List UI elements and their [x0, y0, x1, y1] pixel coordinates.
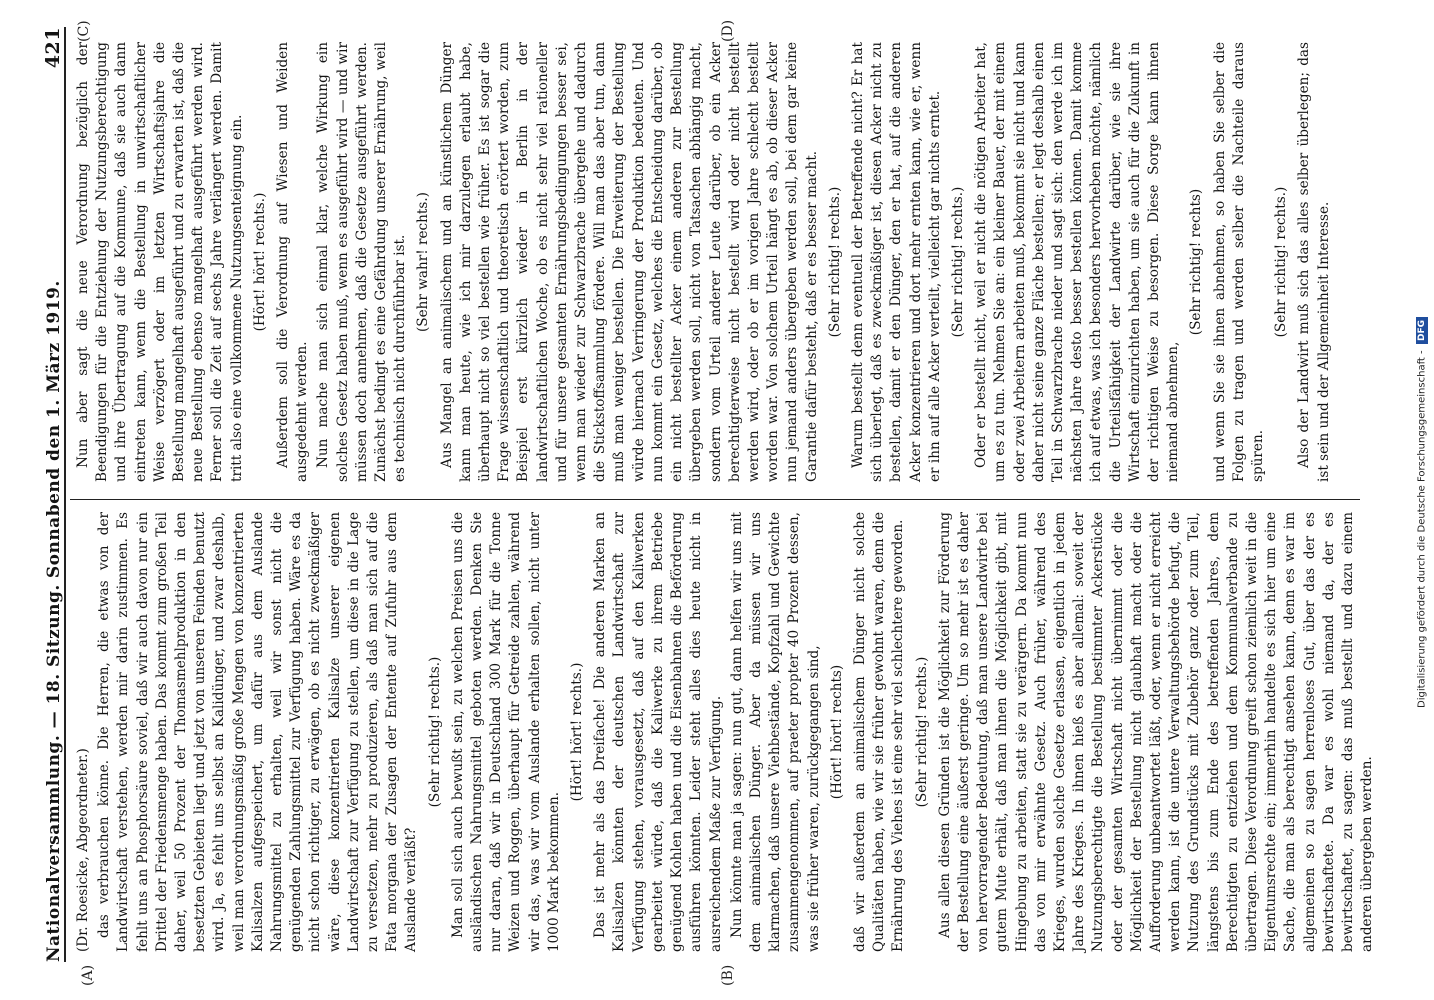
speaker-line: (Dr. Roesicke, Abgeordneter.): [75, 748, 91, 952]
paragraph: Das ist mehr als das Dreifache! Die anderen Marken an Kalisalzen könnten der deutschen Landwirtschaft zur Verfügung stehen, vorausgesetzt, daß auf den Kaliwerken gearbeitet würde, daß die Kaliwerke zu ihrem Betriebe genügend Kohlen haben und die Eisenbahnen die Beförderung ausführen könnten. Leider steht alles dies heute nicht in ausreichendem Maße zur Verfügung.: [592, 512, 724, 952]
digitization-credit: [1414, 8, 1430, 708]
paragraph: Nun aber sagt die neue Verordnung bezüglich der Beendigungen für die Entziehung der Nutzungsberechtigung und ihre Übertragung auf die Kommune, daß sie auch dann eintreten kann, wenn die Bestellung in unwirtschaftlicher Weise verzögert oder im letzten Wirtschaftsjahre die Bestellung mangelhaft ausgeführt und zu erwarten ist, daß die neue Bestellung ebenso mangelhaft ausgeführt werden wird. Ferner soll die Zeit auf sechs Jahre verlängert werden. Damit tritt also eine vollkommene Nutzungsenteignung ein.: [75, 42, 245, 482]
rotated-page: [0, 7, 1410, 992]
margin-letter-a: (A): [80, 964, 96, 986]
interjection: (Hört! hört! rechts.): [251, 192, 268, 332]
left-column: [74, 512, 1376, 952]
paragraph: Nun könnte man ja sagen: nun gut, dann helfen wir uns mit dem animalischen Dünger. Aber da müssen wir uns klarmachen, daß unsere Viehbestände, Kopfzahl und Gewichte zusammengenommen, auf praeter propter 40 Prozent dessen, was sie früher waren, zurückgegangen sind,: [728, 512, 822, 952]
dfg-logo: DFG: [1416, 317, 1428, 344]
margin-letter-d: (D): [720, 19, 736, 42]
paragraph: Oder er bestellt nicht, weil er nicht die nötigen Arbeiter hat, um es zu tun. Nehmen Sie an: ein kleiner Bauer, der mit einem oder zwei Arbeitern arbeiten muß, bekommt sie nicht und kann daher nicht seine ganze Fläche bestellen; er legt deshalb einen Teil in Schwarzbrache nieder und sagt sich: den werde ich im nächsten Jahre desto besser bestellen können. Damit komme ich auf etwas, was ich besonders hervorheben möchte, nämlich die Urteilsfähigkeit der Landwirte darüber, wie sie ihre Wirtschaft einzurichten haben, um sie auch für die Zukunft in der richtigen Weise zu besorgen. Diese Sorge kann ihnen niemand abnehmen,: [973, 42, 1182, 482]
interjection: (Hört! hört! rechts.): [569, 662, 586, 802]
header-date: Sonnabend den 1. März 1919.: [44, 280, 64, 579]
paragraph: Nun mache man sich einmal klar, welche Wirkung ein solches Gesetz haben muß, wenn es ausgeführt wird — und wir müssen doch annehmen, daß die Gesetze ausgeführt werden. Zunächst bedingt es eine Gefährdung unserer Ernährung, weil es technisch nicht durchführbar ist.: [315, 42, 409, 482]
paragraph: Außerdem soll die Verordnung auf Wiesen und Weiden ausgedehnt werden.: [275, 42, 311, 482]
interjection: (Sehr richtig! rechts.): [426, 656, 443, 808]
right-column: [74, 42, 1354, 482]
paragraph: daß wir außerdem an animalischem Dünger nicht solche Qualitäten haben, wie wir sie früher gewohnt waren, denn die Ernährung des Viehes ist eine sehr viel schlechtere geworden.: [851, 512, 907, 952]
header-session-title: Nationalversammlung. — 18. Sitzung.: [44, 584, 64, 962]
interjection: (Sehr richtig! rechts): [1188, 188, 1205, 336]
interjection: (Sehr richtig! rechts.): [1273, 186, 1290, 338]
margin-letter-b: (B): [720, 964, 736, 986]
paragraph: Warum bestellt denn eventuell der Betreffende nicht? Er hat sich überlegt, daß es zweckmäßiger ist, diesen Acker nicht zu bestellen, damit er den Dünger, den er hat, auf die anderen Acker konzentrieren und dort mehr ernten kann, wie er, wenn er ihn auf alle Acker verteilt, vielleicht gar nichts erntet.: [849, 42, 943, 482]
column-divider: [70, 499, 1360, 500]
margin-letter-c: (C): [76, 20, 92, 42]
paragraph: und wenn Sie sie ihnen abnehmen, so haben Sie selber die Folgen zu tragen und werden selber die Nachteile daraus spüren.: [1211, 42, 1266, 482]
interjection: (Sehr richtig! rechts.): [913, 656, 930, 808]
page-header: [30, 27, 66, 962]
interjection: (Sehr richtig! rechts.): [949, 186, 966, 338]
interjection: (Sehr wahr! rechts.): [415, 192, 432, 332]
interjection: (Hört! hört! rechts): [828, 664, 845, 800]
paragraph: Man soll sich auch bewußt sein, zu welchen Preisen uns die ausländischen Nahrungsmittel geboten werden. Denken Sie nur daran, daß wir in Deutschland 300 Mark für die Tonne Weizen und Roggen, überhaupt für Getreide zahlen, während wir das, was wir vom Auslande erhalten sollen, nicht unter 1000 Mark bekommen.: [449, 512, 562, 952]
interjection: (Sehr richtig! rechts.): [826, 186, 843, 338]
credit-text: Digitalisierung gefördert durch die Deutsche Forschungsgemeinschaft -: [1416, 350, 1428, 708]
paragraph: Also der Landwirt muß sich das alles selber überlegen; das ist sein und der Allgemeinheit Interesse.: [1296, 42, 1332, 482]
page-number: 421: [42, 27, 64, 69]
paragraph: Aus allen diesen Gründen ist die Möglichkeit zur Förderung der Bestellung eine äußerst geringe. Um so mehr ist es daher von hervorragender Bedeutung, daß man unsere Landwirte bei gutem Mute erhält, daß man ihnen die Möglichkeit gibt, mit Hingebung zu arbeiten, statt sie zu verärgern. Da kommt nun das von mir erwähnte Gesetz. Auch früher, während des Krieges, wurden solche Gesetze erlassen, eigentlich in jedem Jahre des Krieges. In ihnen hieß es aber allemal: soweit der Nutzungsberechtigte die Bestellung bestimmter Ackerstücke oder der gesamten Wirtschaft nicht übernimmt oder die Möglichkeit der Bestellung nicht glaubhaft macht oder die Aufforderung unbeantwortet läßt, oder, wenn er nicht erreicht werden kann, ist die untere Verwaltungsbehörde befugt, die Nutzung des Grundstücks mit Zubehör ganz oder zum Teil, längstens bis zum Ende des betreffenden Jahres, dem Berechtigten zu entziehen und dem Kommunalverbande zu übertragen. Diese Verordnung greift schon ziemlich weit in die Eigentumsrechte ein; immerhin handelte es sich hier um eine Sache, die man als berechtigt ansehen kann, denn es war im allgemeinen so zu sagen herrenloses Gut, über das der es bewirtschaftete. Da war es wohl niemand da, der es bewirtschaftet, zu sagen: das muß bestellt und dazu einem anderen übergeben werden.: [936, 512, 1376, 952]
paragraph: Aus Mangel an animalischem und an künstlichem Dünger kann man heute, wie ich mir darzulegen erlaubt habe, überhaupt nicht so viel bestellen wie früher. Es ist sogar die Frage wissenschaftlich und theoretisch erörtert worden, zum Beispiel erst kürzlich wieder in Berlin in der landwirtschaftlichen Woche, ob es nicht sehr viel rationeller und für unsere gesamten Ernährungsbedingungen besser sei, wenn man wieder zur Schwarzbrache übergehe und dadurch die Stickstoffsammlung fördere. Will man das aber tun, dann muß man weniger bestellen. Die Erweiterung der Bestellung würde hiernach Verringerung der Produktion bedeuten. Und nun kommt ein Gesetz, welches die Entscheidung darüber, ob ein nicht bestellter Acker einem anderen zur Bestellung übergeben werden soll, nicht von Tatsachen abhängig macht, sondern vom Urteil anderer Leute darüber, ob ein Acker berechtigterweise nicht bestellt wird oder nicht bestellt werden wird, oder ob er im vorigen Jahre schlecht bestellt worden war. Von solchem Urteil hängt es ab, ob dieser Acker nun jemand anders übergeben werden soll, bei dem gar keine Garantie dafür besteht, daß er es besser macht.: [438, 42, 820, 482]
paragraph: das verbrauchen könne. Die Herren, die etwas von der Landwirtschaft verstehen, werden mir darin zustimmen. Es fehlt uns an Phosphorsäure soviel, daß wir auch davon nur ein Drittel der Friedensmenge haben. Das kommt zum großen Teil daher, weil 50 Prozent der Thomasmehlproduktion in den besetzten Gebieten liegt und jetzt von unseren Feinden benutzt wird. Ja, es fehlt uns selbst an Kalidünger, und zwar deshalb, weil man verordnungsmäßig große Mengen von konzentrierten Kalisalzen aufgespeichert, um dafür aus dem Auslande Nahrungsmittel zu erhalten, weil wir sonst nicht die genügenden Zahlungsmittel zur Verfügung haben. Wäre es da nicht schon richtiger, zu erwägen, ob es nicht zweckmäßiger wäre, diese konzentrierten Kalisalze unserer eigenen Landwirtschaft zur Verfügung zu stellen, um diese in die Lage zu versetzen, mehr zu produzieren, als daß man sich auf die Fata morgana der Zusagen der Entente auf Zufuhr aus dem Auslande verläßt?: [96, 512, 420, 952]
